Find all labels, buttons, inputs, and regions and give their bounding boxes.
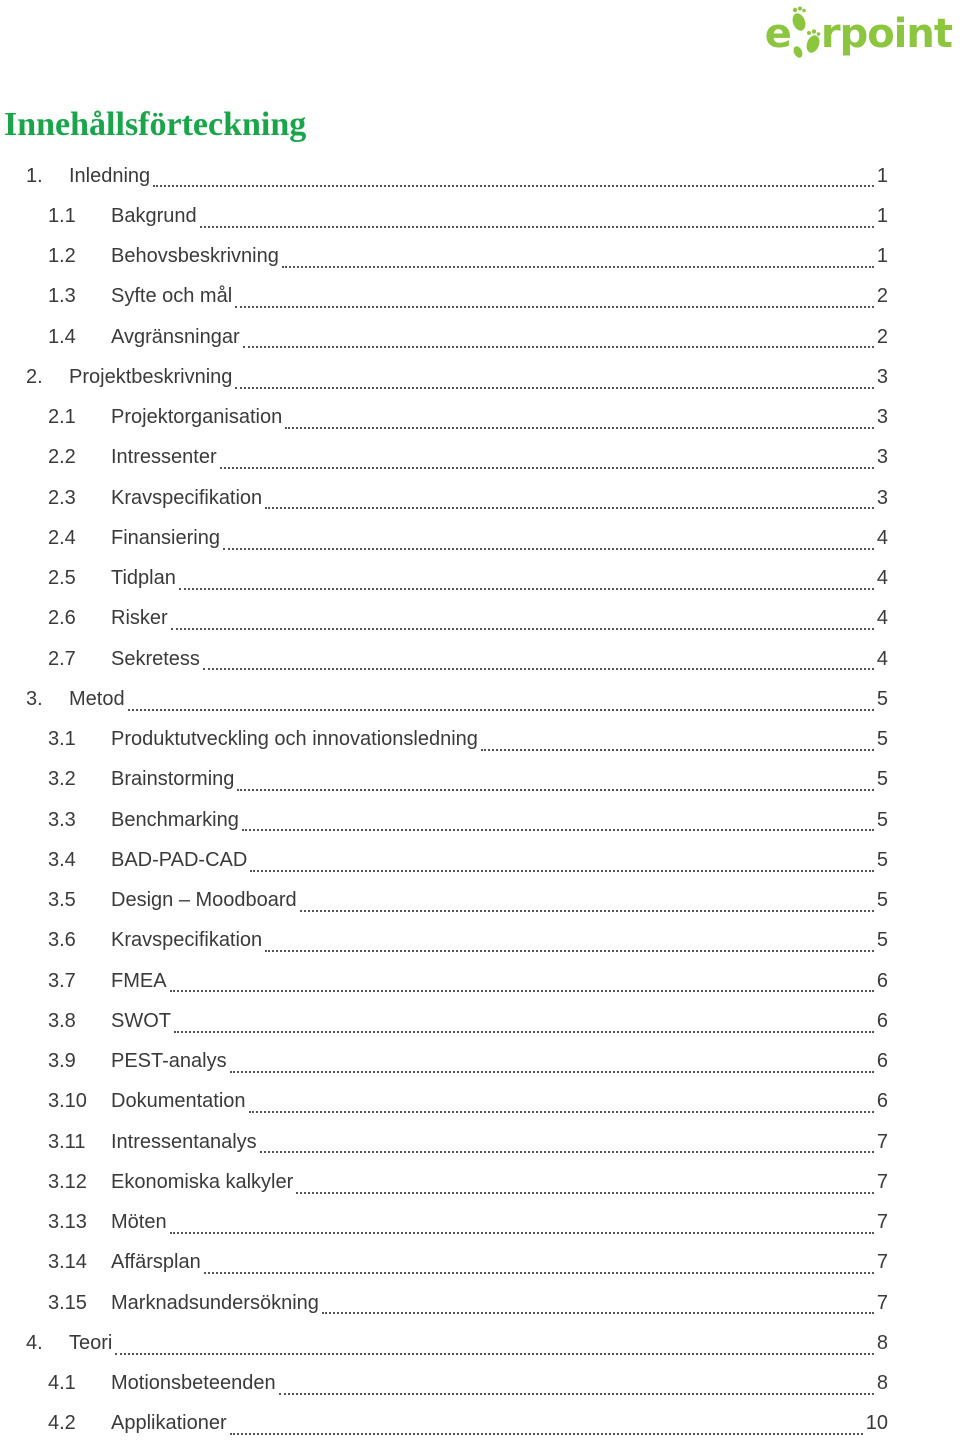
toc-entry[interactable] <box>0 1122 960 1162</box>
toc-entry[interactable] <box>0 1323 960 1363</box>
toc-entry-page: 4 <box>876 526 888 549</box>
toc-entry-page: 4 <box>876 567 888 590</box>
toc-entry[interactable] <box>0 518 960 558</box>
toc-entry-title: Kravspecifikation <box>111 929 263 952</box>
toc-entry[interactable] <box>0 1243 960 1283</box>
toc-entry-number: 1.2 <box>48 245 76 268</box>
logo-text-left: e <box>764 11 791 57</box>
toc-entry-title: Sekretess <box>111 647 200 670</box>
toc-entry-title: Metod <box>69 687 125 710</box>
toc-entry[interactable] <box>0 1082 960 1122</box>
toc-entry[interactable] <box>0 1042 960 1082</box>
toc-entry[interactable] <box>0 1203 960 1243</box>
toc-dot-leader <box>174 1005 874 1033</box>
toc-entry[interactable] <box>0 1162 960 1202</box>
toc-entry[interactable] <box>0 317 960 357</box>
toc-entry-page: 7 <box>876 1130 888 1153</box>
toc-entry-number: 3.6 <box>48 929 76 952</box>
toc-entry-title: FMEA <box>111 969 167 992</box>
toc-entry-number: 1.1 <box>48 204 76 227</box>
toc-entry[interactable] <box>0 921 960 961</box>
toc-entry-page: 7 <box>876 1251 888 1274</box>
toc-entry-page: 5 <box>876 808 888 831</box>
toc-entry-page: 1 <box>876 204 888 227</box>
toc-entry-page: 7 <box>876 1170 888 1193</box>
toc-entry-page: 3 <box>876 406 888 429</box>
toc-entry-number: 3.4 <box>48 848 76 871</box>
toc-entry-page: 2 <box>876 325 888 348</box>
toc-entry[interactable] <box>0 398 960 438</box>
toc-entry-page: 5 <box>876 728 888 751</box>
toc-dot-leader <box>260 1125 874 1153</box>
toc-entry[interactable] <box>0 156 960 196</box>
toc-title: Innehållsförteckning <box>4 106 307 143</box>
toc-dot-leader <box>128 683 874 711</box>
toc-entry-title: Motionsbeteenden <box>111 1372 276 1395</box>
toc-entry-page: 6 <box>876 1050 888 1073</box>
toc-entry-title: PEST-analys <box>111 1050 227 1073</box>
toc-entry-number: 2.4 <box>48 526 76 549</box>
toc-entry-title: Dokumentation <box>111 1090 246 1113</box>
toc-entry-page: 6 <box>876 1009 888 1032</box>
toc-entry[interactable] <box>0 760 960 800</box>
toc-entry-title: Intressentanalys <box>111 1130 257 1153</box>
toc-entry-number: 1.3 <box>48 285 76 308</box>
toc-entry-title: Projektbeskrivning <box>69 365 233 388</box>
toc-dot-leader <box>300 884 874 912</box>
toc-entry-title: Avgränsningar <box>111 325 240 348</box>
toc-entry[interactable] <box>0 840 960 880</box>
toc-entry-title: Applikationer <box>111 1412 227 1435</box>
toc-entry-page: 5 <box>876 889 888 912</box>
toc-entry-number: 3.15 <box>48 1291 87 1314</box>
toc-entry-page: 4 <box>876 607 888 630</box>
toc-dot-leader <box>243 320 874 348</box>
toc-entry[interactable] <box>0 639 960 679</box>
toc-entry[interactable] <box>0 679 960 719</box>
toc-entry-title: Inledning <box>69 164 151 187</box>
toc-entry[interactable] <box>0 196 960 236</box>
toc-entry-page: 10 <box>865 1412 888 1435</box>
toc-dot-leader <box>179 562 874 590</box>
toc-entry[interactable] <box>0 961 960 1001</box>
toc-entry-title: Teori <box>69 1331 113 1354</box>
toc-dot-leader <box>223 522 874 550</box>
toc-entry-page: 1 <box>876 164 888 187</box>
toc-entry-number: 3. <box>26 687 43 710</box>
toc-entry-number: 4. <box>26 1331 43 1354</box>
toc-entry-title: SWOT <box>111 1009 171 1032</box>
toc-entry-page: 7 <box>876 1291 888 1314</box>
toc-entry-page: 3 <box>876 365 888 388</box>
toc-dot-leader <box>220 441 874 469</box>
toc-entry-number: 2.1 <box>48 406 76 429</box>
toc-dot-leader <box>170 964 874 992</box>
toc-entry-title: Produktutveckling och innovationsledning <box>111 728 478 751</box>
toc-entry-number: 3.14 <box>48 1251 87 1274</box>
toc-entry-number: 4.1 <box>48 1372 76 1395</box>
toc-entry-number: 3.9 <box>48 1050 76 1073</box>
toc-entry-title: Syfte och mål <box>111 285 233 308</box>
toc-entry-page: 1 <box>876 245 888 268</box>
toc-entry-title: Design – Moodboard <box>111 889 297 912</box>
toc-entry-page: 6 <box>876 1090 888 1113</box>
toc-entry[interactable] <box>0 1001 960 1041</box>
toc-entry[interactable] <box>0 237 960 277</box>
toc-dot-leader <box>235 280 874 308</box>
toc-entry-title: Risker <box>111 607 168 630</box>
toc-entry-title: Kravspecifikation <box>111 486 263 509</box>
toc-entry-number: 2.6 <box>48 607 76 630</box>
toc-entry[interactable] <box>0 599 960 639</box>
toc-dot-leader <box>235 361 873 389</box>
toc-entry-number: 3.11 <box>48 1130 86 1153</box>
toc-entry-number: 3.1 <box>48 728 76 751</box>
toc-entry[interactable] <box>0 1404 960 1444</box>
toc-entry-title: Möten <box>111 1211 167 1234</box>
toc-entry[interactable] <box>0 277 960 317</box>
toc-entry-number: 1.4 <box>48 325 76 348</box>
toc-entry-number: 3.10 <box>48 1090 87 1113</box>
toc-entry-number: 2.7 <box>48 647 76 670</box>
toc-entry-title: Affärsplan <box>111 1251 201 1274</box>
toc-entry-title: Bakgrund <box>111 204 197 227</box>
toc-dot-leader <box>250 844 874 872</box>
toc-dot-leader <box>265 924 874 952</box>
toc-entry[interactable] <box>0 881 960 921</box>
toc-entry-page: 8 <box>876 1331 888 1354</box>
toc-entry-title: Tidplan <box>111 567 176 590</box>
toc-entry[interactable] <box>0 1283 960 1323</box>
toc-dot-leader <box>115 1327 874 1355</box>
toc-entry-page: 8 <box>876 1372 888 1395</box>
toc-entry-page: 5 <box>876 929 888 952</box>
toc-entry-page: 4 <box>876 647 888 670</box>
toc-dot-leader <box>249 1085 874 1113</box>
toc-dot-leader <box>230 1045 874 1073</box>
toc-entry-number: 3.13 <box>48 1211 87 1234</box>
toc-entry[interactable] <box>0 800 960 840</box>
toc-entry-page: 7 <box>876 1211 888 1234</box>
toc-dot-leader <box>279 1367 874 1395</box>
toc-dot-leader <box>237 763 873 791</box>
toc-entry-title: Behovsbeskrivning <box>111 245 279 268</box>
toc-dot-leader <box>481 723 874 751</box>
toc-dot-leader <box>230 1407 863 1435</box>
toc-entry-number: 1. <box>26 164 43 187</box>
toc-entry-number: 3.2 <box>48 768 76 791</box>
toc-entry[interactable] <box>0 357 960 397</box>
logo-text-right: rpoint <box>820 11 952 57</box>
toc-entry[interactable] <box>0 559 960 599</box>
toc-entry-number: 2. <box>26 365 43 388</box>
toc-entry-page: 3 <box>876 486 888 509</box>
toc-entry-title: Intressenter <box>111 446 217 469</box>
toc-entry-page: 5 <box>876 768 888 791</box>
toc-entry-title: Finansiering <box>111 526 220 549</box>
toc-list <box>0 156 960 1444</box>
toc-dot-leader <box>203 642 874 670</box>
toc-entry-page: 6 <box>876 969 888 992</box>
toc-entry-number: 3.7 <box>48 969 76 992</box>
toc-dot-leader <box>204 1246 874 1274</box>
toc-entry-title: Ekonomiska kalkyler <box>111 1170 294 1193</box>
toc-entry[interactable] <box>0 720 960 760</box>
toc-entry-page: 5 <box>876 687 888 710</box>
toc-entry-number: 3.12 <box>48 1170 87 1193</box>
toc-dot-leader <box>285 401 874 429</box>
toc-entry-number: 2.2 <box>48 446 76 469</box>
toc-dot-leader <box>296 1166 874 1194</box>
toc-entry-number: 3.3 <box>48 808 76 831</box>
toc-entry-title: Benchmarking <box>111 808 239 831</box>
toc-dot-leader <box>200 200 874 228</box>
toc-dot-leader <box>153 159 874 187</box>
toc-entry-number: 2.5 <box>48 567 76 590</box>
toc-entry-title: Brainstorming <box>111 768 235 791</box>
toc-entry-number: 4.2 <box>48 1412 76 1435</box>
toc-entry-number: 3.5 <box>48 889 76 912</box>
toc-entry-title: Projektorganisation <box>111 406 283 429</box>
toc-entry-number: 2.3 <box>48 486 76 509</box>
toc-entry-title: BAD-PAD-CAD <box>111 848 248 871</box>
toc-entry[interactable] <box>0 438 960 478</box>
toc-entry[interactable] <box>0 478 960 518</box>
toc-dot-leader <box>265 481 874 509</box>
toc-dot-leader <box>171 602 874 630</box>
toc-dot-leader <box>322 1286 874 1314</box>
toc-dot-leader <box>170 1206 874 1234</box>
toc-entry-page: 2 <box>876 285 888 308</box>
toc-dot-leader <box>242 803 874 831</box>
toc-dot-leader <box>282 240 874 268</box>
toc-entry-number: 3.8 <box>48 1009 76 1032</box>
toc-entry-title: Marknadsundersökning <box>111 1291 319 1314</box>
toc-entry-page: 3 <box>876 446 888 469</box>
toc-entry[interactable] <box>0 1364 960 1404</box>
exerpoint-logo <box>765 6 952 62</box>
toc-entry-page: 5 <box>876 848 888 871</box>
footprints-icon <box>789 6 823 62</box>
